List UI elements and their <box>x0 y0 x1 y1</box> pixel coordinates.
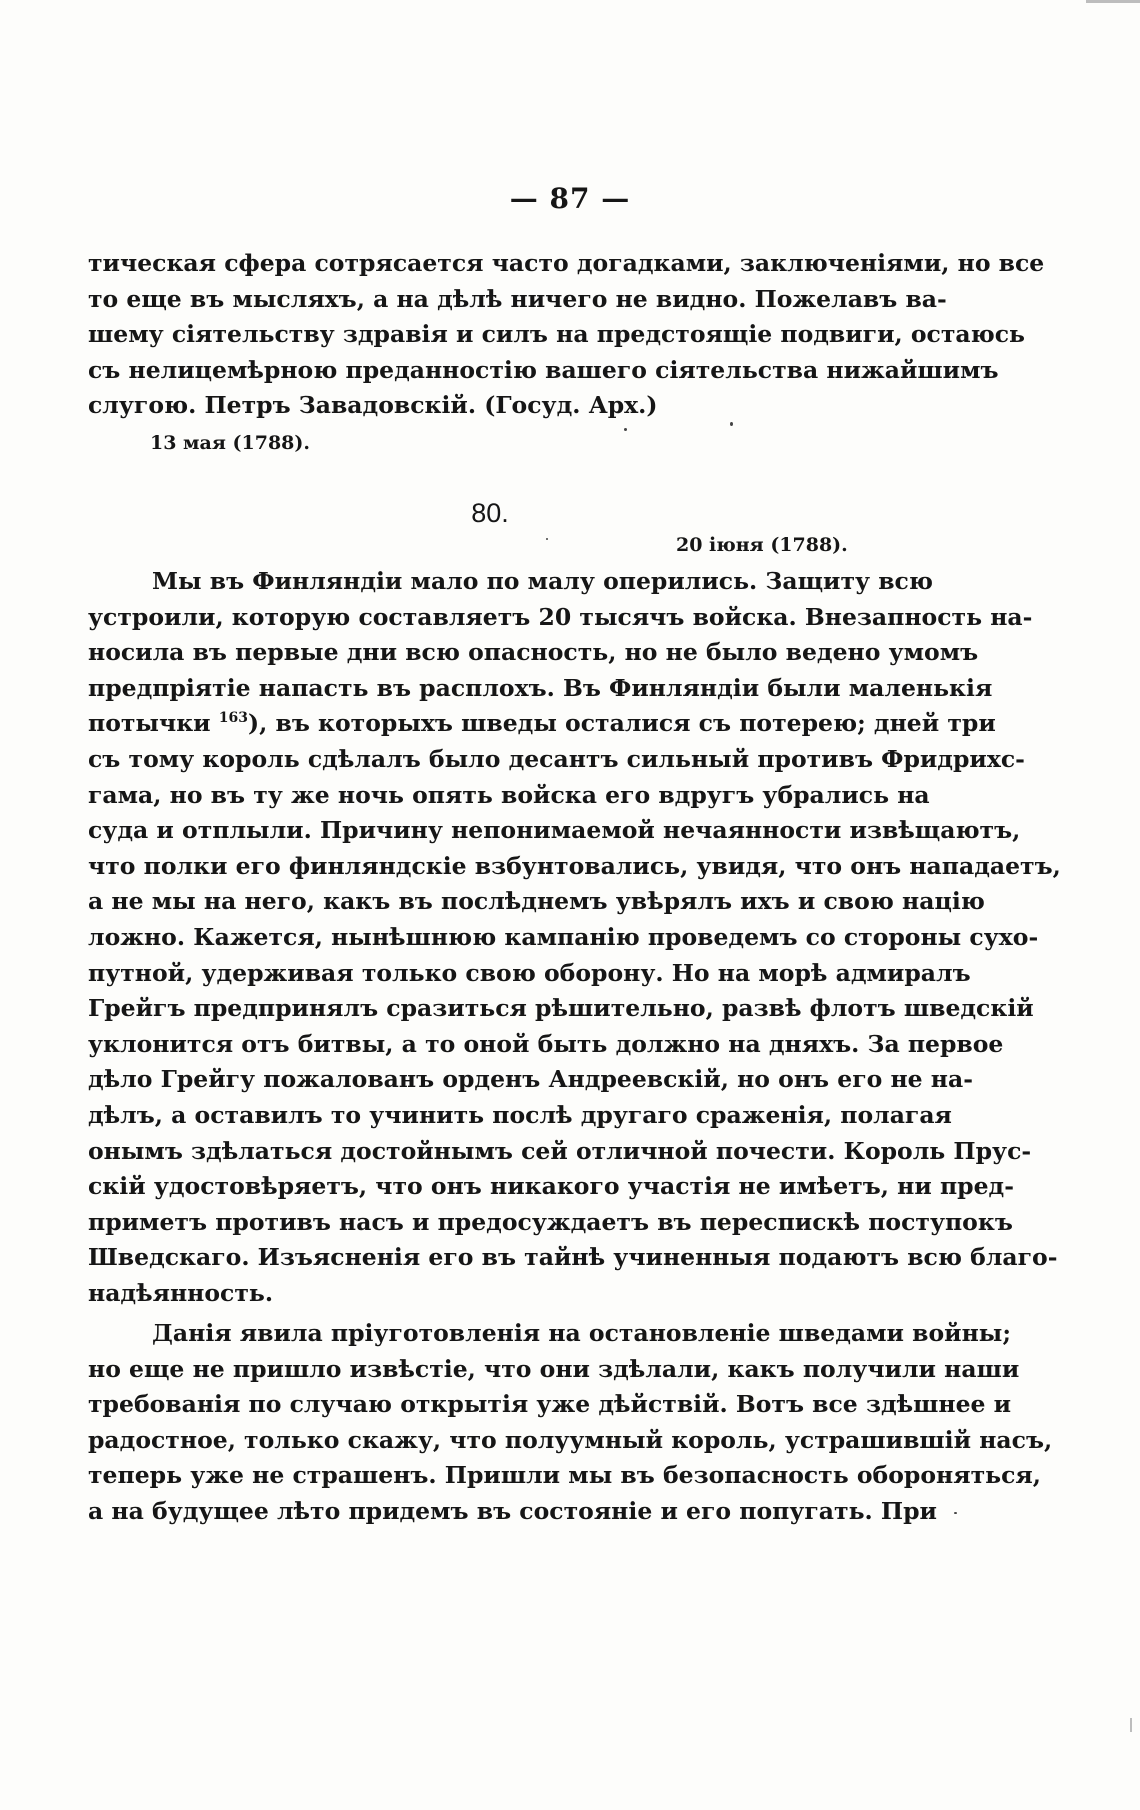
paragraph-line: ложно. Кажется, нынѣшнюю кампанію проведемъ со стороны сухо- <box>88 922 1039 951</box>
paragraph-line: но еще не пришло извѣстіе, что они здѣлали, какъ получили наши <box>88 1354 1020 1383</box>
line-text: ), въ которыхъ шведы осталися съ потерею; дней три <box>248 709 996 738</box>
paragraph-line: гама, но въ ту же ночь опять войска его вдругъ убрались на <box>88 780 930 809</box>
scan-speck <box>546 538 548 540</box>
paragraph-line: Грейгъ предпринялъ сразиться рѣшительно, развѣ флотъ шведскій <box>88 994 1034 1023</box>
paragraph-line: радостное, только скажу, что полуумный король, устрашившій насъ, <box>88 1425 1053 1454</box>
letter-number: 80. <box>471 498 509 528</box>
paragraph-line: Мы въ Финляндіи мало по малу оперились. Защиту всю <box>152 567 933 595</box>
paragraph-line: дѣлъ, а оставилъ то учинить послѣ другаго сраженія, полагая <box>88 1100 952 1129</box>
intro-paragraph <box>88 246 1045 424</box>
paragraph-line: суда и отплыли. Причину непонимаемой нечаянности извѣщаютъ, <box>88 816 1021 845</box>
scan-edge-mark <box>1086 0 1140 3</box>
paragraph-line: предпріятіе напасть въ расплохъ. Въ Финляндіи были маленькія <box>88 673 993 702</box>
paragraph-line: устроили, которую составляетъ 20 тысячъ войска. Внезапность на- <box>88 602 1033 631</box>
line-text: потычки <box>88 709 219 738</box>
scan-speck <box>730 422 733 426</box>
intro-line: шему сіятельству здравія и силъ на предстоящіе подвиги, остаюсь <box>88 320 1026 349</box>
footnote-reference: 163 <box>218 710 249 727</box>
paragraph-line: Данія явила пріуготовленія на остановленіе шведами войны; <box>152 1319 1012 1347</box>
intro-date: 13 мая (1788). <box>150 432 310 454</box>
intro-line: то еще въ мысляхъ, а на дѣлѣ ничего не видно. Пожелавъ ва- <box>88 284 947 313</box>
letter-paragraph-1 <box>88 564 1061 1311</box>
paragraph-line: теперь уже не страшенъ. Пришли мы въ безопасность обороняться, <box>88 1461 1041 1490</box>
paragraph-line: скій удостовѣряетъ, что онъ никакого участія не имѣетъ, ни пред- <box>88 1172 1014 1201</box>
paragraph-line: уклонится отъ битвы, а то оной быть должно на дняхъ. За первое <box>88 1029 1004 1058</box>
paragraph-line: путной, удерживая только свою оборону. Но на морѣ адмиралъ <box>88 958 971 987</box>
paragraph-line: Шведскаго. Изъясненія его въ тайнѣ учиненныя подаютъ всю благо- <box>88 1243 1058 1272</box>
intro-line: тическая сфера сотрясается часто догадками, заключеніями, но все <box>88 249 1045 277</box>
paragraph-line: надѣянность. <box>88 1278 274 1307</box>
scan-speck <box>954 1512 957 1514</box>
letter-date: 20 іюня (1788). <box>676 534 848 556</box>
paragraph-line-with-footnote <box>88 706 996 742</box>
page-number: — 87 — <box>509 182 631 215</box>
paragraph-line: онымъ здѣлаться достойнымъ сей отличной почести. Король Прус- <box>88 1136 1032 1165</box>
paragraph-line: а на будущее лѣто придемъ въ состояніе и его попугать. При <box>88 1496 937 1525</box>
scan-speck <box>624 428 627 431</box>
paragraph-line: что полки его финляндскіе взбунтовались, увидя, что онъ нападаетъ, <box>88 851 1061 880</box>
paragraph-line: приметъ противъ насъ и предосуждаетъ въ переспискѣ поступокъ <box>88 1207 1013 1236</box>
intro-line: съ нелицемѣрною преданностію вашего сіятельства нижайшимъ <box>88 355 999 384</box>
paragraph-line: требованія по случаю открытія уже дѣйствій. Вотъ все здѣшнее и <box>88 1390 1012 1419</box>
scan-edge-mark <box>1130 1718 1132 1732</box>
paragraph-line: а не мы на него, какъ въ послѣднемъ увѣрялъ ихъ и свою націю <box>88 887 985 916</box>
paragraph-line: дѣло Грейгу пожалованъ орденъ Андреевскій, но онъ его не на- <box>88 1065 973 1094</box>
paragraph-line: съ тому король сдѣлалъ было десантъ сильный противъ Фридрихс- <box>88 744 1025 773</box>
paragraph-line: носила въ первые дни всю опасность, но не было ведено умомъ <box>88 638 979 667</box>
intro-line: слугою. Петръ Завадовскій. (Госуд. Арх.) <box>88 391 658 420</box>
letter-paragraph-2 <box>88 1316 1053 1530</box>
